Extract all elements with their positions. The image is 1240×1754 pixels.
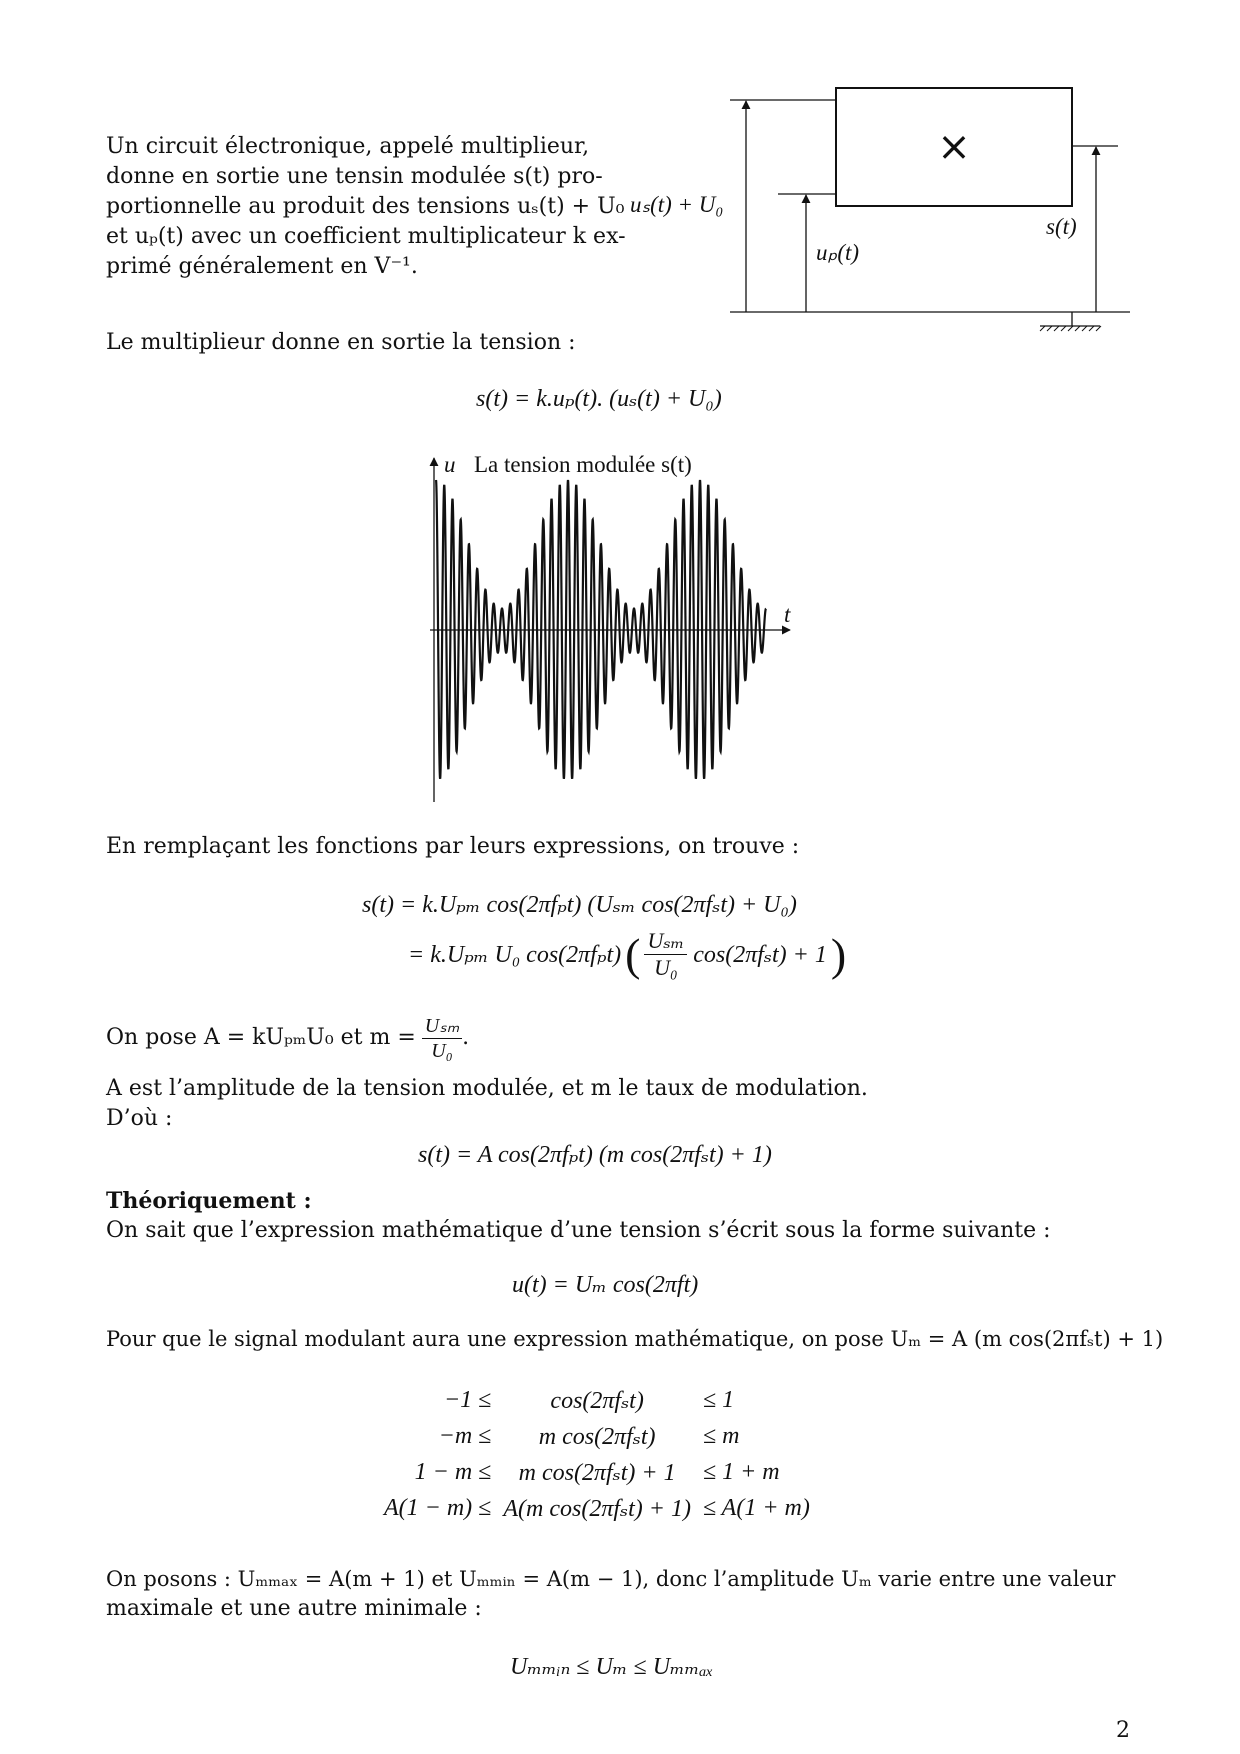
label-us: uₛ(t) + U₀ xyxy=(630,192,724,217)
modulated-signal-chart xyxy=(0,0,1240,820)
theo-heading: Théoriquement : xyxy=(106,1188,312,1214)
inequality-row xyxy=(378,1490,816,1526)
pose-line-3: D’où : xyxy=(106,1106,173,1131)
theo-sentence: On sait que l’expression mathématique d’une tension s’écrit sous la forme suivante : xyxy=(106,1218,1051,1243)
intro-line-4: et uₚ(t) avec un coefficient multiplicateur k ex- xyxy=(106,224,626,249)
eq2-frac-num: Uₛₘ xyxy=(644,928,687,955)
intro-line-2: donne en sortie une tensin modulée s(t) pro- xyxy=(106,164,603,189)
equation-1: s(t) = k.uₚ(t). (uₛ(t) + U₀) xyxy=(476,386,722,412)
intro-line-5: primé généralement en V⁻¹. xyxy=(106,254,418,279)
ineq-mid: m cos(2πfₛt) xyxy=(538,1423,656,1450)
equation-2-line-2: = k.Uₚₘ U₀ cos(2πfₚt) ( Uₛₘ U₀ cos(2πfₛt) + 1 ) xyxy=(408,928,847,980)
posons-line-2: maximale et une autre minimale : xyxy=(106,1596,482,1621)
chart-xlabel: t xyxy=(784,602,791,627)
eq2-suffix: cos(2πfₛt) + 1 xyxy=(693,942,827,968)
chart-title: La tension modulée s(t) xyxy=(474,452,692,477)
ineq-mid: cos(2πfₛt) xyxy=(550,1387,644,1414)
eq2-frac-den: U₀ xyxy=(654,955,678,980)
ineq-left: A(1 − m) ≤ xyxy=(384,1494,492,1521)
pose-line-1: On pose A = kUₚₘU₀ et m = Uₛₘ U₀ . xyxy=(106,1014,470,1062)
pose-fraction xyxy=(422,1014,462,1063)
pose-frac-num: Uₛₘ xyxy=(422,1014,462,1039)
ineq-right: ≤ A(1 + m) xyxy=(702,1494,810,1521)
multiplier-symbol: × xyxy=(937,124,971,170)
label-s: s(t) xyxy=(1046,214,1077,239)
eq2-prefix: = k.Uₚₘ U₀ cos(2πfₚt) xyxy=(408,942,622,968)
page-number: 2 xyxy=(1116,1718,1130,1743)
label-up: uₚ(t) xyxy=(816,240,860,265)
ineq-left: 1 − m ≤ xyxy=(414,1458,492,1485)
signal-sentence: Pour que le signal modulant aura une expression mathématique, on pose Uₘ = A (m cos(2πfₛt) + 1) xyxy=(106,1327,1164,1351)
ineq-left: −m ≤ xyxy=(438,1422,492,1449)
pose-text: On pose A = kUₚₘU₀ et m = xyxy=(106,1025,416,1050)
inequality-row xyxy=(378,1382,816,1418)
replace-sentence: En remplaçant les fonctions par leurs expressions, on trouve : xyxy=(106,834,800,859)
inequalities-table xyxy=(378,1382,816,1526)
ineq-mid: A(m cos(2πfₛt) + 1) xyxy=(503,1495,691,1522)
chart-ylabel: u xyxy=(444,452,456,477)
posons-line-1: On posons : Uₘₘₐₓ = A(m + 1) et Uₘₘᵢₙ = A(m − 1), donc l’amplitude Uₘ varie entre une valeur xyxy=(106,1567,1116,1591)
intro-line-1: Un circuit électronique, appelé multiplieur, xyxy=(106,134,590,159)
ineq-right: ≤ 1 xyxy=(702,1386,735,1413)
equation-5: Uₘₘᵢₙ ≤ Uₘ ≤ Uₘₘₐₓ xyxy=(510,1654,714,1680)
equation-3: s(t) = A cos(2πfₚt) (m cos(2πfₛt) + 1) xyxy=(418,1142,772,1168)
multiplier-sentence: Le multiplieur donne en sortie la tension : xyxy=(106,330,576,355)
eq2-fraction xyxy=(644,928,687,981)
ineq-right: ≤ 1 + m xyxy=(702,1458,780,1485)
pose-line-2: A est l’amplitude de la tension modulée, et m le taux de modulation. xyxy=(106,1076,868,1101)
ineq-right: ≤ m xyxy=(702,1422,740,1449)
ineq-left: −1 ≤ xyxy=(443,1386,492,1413)
inequality-row xyxy=(378,1418,816,1454)
equation-2-line-1: s(t) = k.Uₚₘ cos(2πfₚt) (Uₛₘ cos(2πfₛt) + U₀) xyxy=(362,892,797,918)
intro-line-3: portionnelle au produit des tensions uₛ(t) + U₀ xyxy=(106,194,625,219)
ineq-mid: m cos(2πfₛt) + 1 xyxy=(518,1459,676,1486)
inequality-row xyxy=(378,1454,816,1490)
pose-frac-den: U₀ xyxy=(431,1039,453,1062)
equation-4: u(t) = Uₘ cos(2πft) xyxy=(512,1272,699,1298)
